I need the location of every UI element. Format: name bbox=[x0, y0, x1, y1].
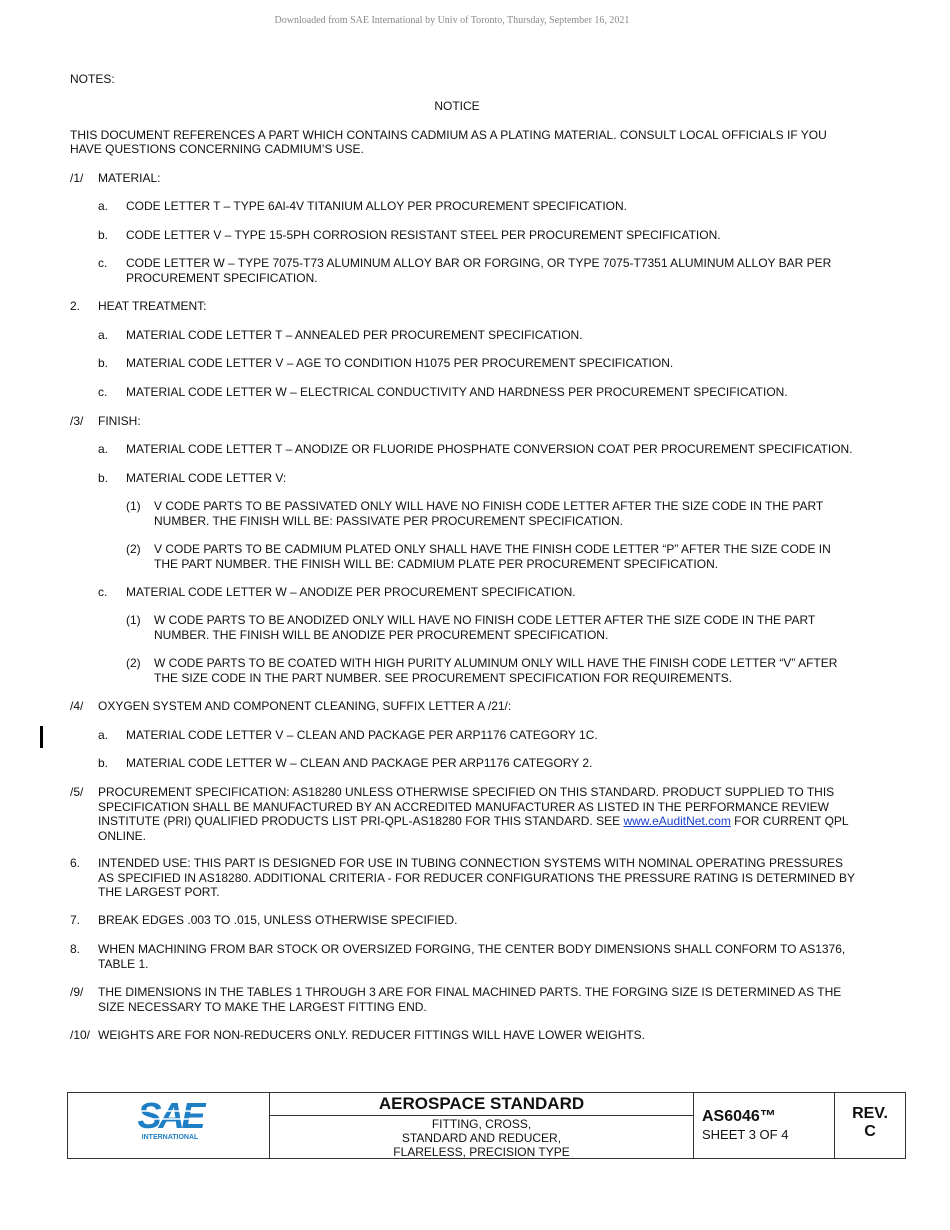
note-text: PROCUREMENT SPECIFICATION. bbox=[126, 270, 318, 285]
note-text-line bbox=[98, 957, 148, 972]
sae-logo-subtext: INTERNATIONAL bbox=[141, 1134, 199, 1141]
note-number: a. bbox=[98, 728, 109, 742]
download-banner: Downloaded from SAE International by Univ of Toronto, Thursday, September 16, 2021 bbox=[274, 15, 630, 26]
note-text: WHEN MACHINING FROM BAR STOCK OR OVERSIZED FORGING, THE CENTER BODY DIMENSIONS SHALL CONFORM TO AS1376, bbox=[98, 942, 846, 956]
note-text-line bbox=[154, 671, 732, 686]
note-text-line bbox=[154, 656, 837, 671]
note-text-line bbox=[126, 585, 576, 600]
note-text: W CODE PARTS TO BE ANODIZED ONLY WILL HAVE NO FINISH CODE LETTER AFTER THE SIZE CODE IN THE PART bbox=[154, 613, 816, 627]
note-text: MATERIAL CODE LETTER T – ANNEALED PER PROCUREMENT SPECIFICATION. bbox=[126, 328, 583, 342]
note-number: a. bbox=[98, 442, 109, 456]
note-number: /4/ bbox=[70, 699, 84, 713]
note-number: b. bbox=[98, 228, 109, 242]
note-text: CODE LETTER W – TYPE 7075-T73 ALUMINUM ALLOY BAR OR FORGING, OR TYPE 7075-T7351 ALUMINUM ALLOY BAR PER bbox=[126, 256, 832, 270]
eauditnet-link[interactable]: www.eAuditNet.com bbox=[623, 814, 731, 828]
note-number: /3/ bbox=[70, 414, 84, 428]
sae-logo bbox=[68, 1093, 270, 1158]
note-number: c. bbox=[98, 585, 108, 599]
note-text-line bbox=[126, 256, 831, 271]
note-text-line bbox=[98, 1000, 427, 1015]
note-text-line bbox=[98, 1028, 645, 1043]
notice-line: HAVE QUESTIONS CONCERNING CADMIUM’S USE. bbox=[70, 142, 364, 156]
notes-label: NOTES: bbox=[70, 72, 115, 86]
note-number: (1) bbox=[126, 499, 141, 513]
notice-line: THIS DOCUMENT REFERENCES A PART WHICH CONTAINS CADMIUM AS A PLATING MATERIAL. CONSULT LOCAL OFFICIALS IF YOU bbox=[70, 128, 827, 142]
note-number: c. bbox=[98, 385, 108, 399]
note-text: PROCUREMENT SPECIFICATION: AS18280 UNLESS OTHERWISE SPECIFIED ON THIS STANDARD. PRODUCT SUPPLIED TO THIS bbox=[98, 785, 835, 799]
note-number: c. bbox=[98, 256, 108, 270]
note-text-line bbox=[98, 985, 841, 1000]
note-text: W CODE PARTS TO BE COATED WITH HIGH PURITY ALUMINUM ONLY WILL HAVE THE FINISH CODE LETTER “V” AFTER bbox=[154, 656, 838, 670]
change-bar bbox=[40, 726, 43, 748]
note-text: INTENDED USE: THIS PART IS DESIGNED FOR USE IN TUBING CONNECTION SYSTEMS WITH NOMINAL OPERATING PRESSURES bbox=[98, 856, 843, 870]
note-text-line bbox=[154, 514, 623, 529]
note-text-line bbox=[126, 442, 853, 457]
note-text: NUMBER. THE FINISH WILL BE: PASSIVATE PER PROCUREMENT SPECIFICATION. bbox=[154, 513, 623, 528]
note-text: TABLE 1. bbox=[98, 956, 149, 971]
note-text: THE DIMENSIONS IN THE TABLES 1 THROUGH 3 ARE FOR FINAL MACHINED PARTS. THE FORGING SIZE IS DETERMINED AS THE bbox=[98, 985, 842, 999]
note-text: THE PART NUMBER. THE FINISH WILL BE: CADMIUM PLATE PER PROCUREMENT SPECIFICATION. bbox=[154, 556, 719, 571]
note-text-line bbox=[126, 385, 788, 400]
note-text-line bbox=[126, 756, 592, 771]
note-text: V CODE PARTS TO BE CADMIUM PLATED ONLY SHALL HAVE THE FINISH CODE LETTER “P” AFTER THE SIZE CODE IN bbox=[154, 542, 831, 556]
part-title-line: FITTING, CROSS, bbox=[431, 1117, 532, 1131]
title-block-rev-cell bbox=[835, 1093, 905, 1158]
note-number: (2) bbox=[126, 542, 141, 556]
note-text: SPECIFICATION SHALL BE MANUFACTURED BY AN ACCREDITED MANUFACTURER AS LISTED IN THE PERFORMANCE REVIEW bbox=[98, 799, 830, 814]
revision bbox=[835, 1105, 905, 1141]
note-text-line bbox=[126, 328, 583, 343]
part-title-line: STANDARD AND REDUCER, bbox=[401, 1131, 562, 1145]
note-text: FINISH: bbox=[98, 414, 141, 428]
note-text-line bbox=[98, 913, 457, 928]
note-text: MATERIAL CODE LETTER V: bbox=[126, 471, 287, 485]
note-text: MATERIAL CODE LETTER W – ANODIZE PER PROCUREMENT SPECIFICATION. bbox=[126, 585, 576, 599]
note-text-line bbox=[154, 557, 718, 572]
note-text: THE SIZE CODE IN THE PART NUMBER. SEE PROCUREMENT SPECIFICATION FOR REQUIREMENTS. bbox=[154, 670, 733, 685]
note-text: WEIGHTS ARE FOR NON-REDUCERS ONLY. REDUCER FITTINGS WILL HAVE LOWER WEIGHTS. bbox=[98, 1028, 645, 1042]
note-text: MATERIAL CODE LETTER W – CLEAN AND PACKAGE PER ARP1176 CATEGORY 2. bbox=[126, 756, 593, 770]
note-number: /10/ bbox=[70, 1028, 91, 1042]
note-text: INSTITUTE (PRI) QUALIFIED PRODUCTS LIST PRI-QPL-AS18280 FOR THIS STANDARD. SEE bbox=[98, 814, 624, 828]
note-text: AS SPECIFIED IN AS18280. ADDITIONAL CRITERIA - FOR REDUCER CONFIGURATIONS THE PRESSURE RATING IS DETERMINED BY bbox=[98, 870, 856, 885]
note-number: b. bbox=[98, 356, 109, 370]
note-text-line bbox=[154, 499, 823, 514]
note-number: b. bbox=[98, 471, 109, 485]
note-number: 8. bbox=[70, 942, 81, 956]
standard-heading: AEROSPACE STANDARD bbox=[270, 1093, 693, 1116]
title-block-logo-cell bbox=[68, 1093, 270, 1158]
note-text-line bbox=[126, 271, 318, 286]
note-text: CODE LETTER V – TYPE 15-5PH CORROSION RESISTANT STEEL PER PROCUREMENT SPECIFICATION. bbox=[126, 228, 721, 242]
title-block-doc-cell bbox=[694, 1093, 835, 1158]
note-text: MATERIAL CODE LETTER V – CLEAN AND PACKAGE PER ARP1176 CATEGORY 1C. bbox=[126, 728, 598, 742]
notice-title: NOTICE bbox=[434, 99, 480, 113]
note-text: V CODE PARTS TO BE PASSIVATED ONLY WILL HAVE NO FINISH CODE LETTER AFTER THE SIZE CODE IN THE PART bbox=[154, 499, 824, 513]
note-number: (1) bbox=[126, 613, 141, 627]
note-text-line bbox=[98, 829, 146, 844]
note-number: a. bbox=[98, 328, 109, 342]
note-text: NUMBER. THE FINISH WILL BE ANODIZE PER PROCUREMENT SPECIFICATION. bbox=[154, 627, 609, 642]
note-number: 7. bbox=[70, 913, 81, 927]
note-text-line bbox=[126, 228, 721, 243]
note-number: 6. bbox=[70, 856, 81, 870]
revision-label: REV. bbox=[852, 1105, 888, 1122]
note-number: /9/ bbox=[70, 985, 84, 999]
note-text-line bbox=[98, 800, 829, 815]
note-text: MATERIAL: bbox=[98, 171, 161, 185]
note-text: HEAT TREATMENT: bbox=[98, 299, 207, 313]
revision-value: C bbox=[864, 1123, 876, 1140]
part-title-line: FLARELESS, PRECISION TYPE bbox=[393, 1145, 570, 1159]
note-text: MATERIAL CODE LETTER T – ANODIZE OR FLUORIDE PHOSPHATE CONVERSION COAT PER PROCUREMENT SPECIFICATION. bbox=[126, 442, 853, 456]
note-text: SIZE NECESSARY TO MAKE THE LARGEST FITTING END. bbox=[98, 999, 427, 1014]
note-text: CODE LETTER T – TYPE 6Al-4V TITANIUM ALLOY PER PROCUREMENT SPECIFICATION. bbox=[126, 199, 628, 213]
title-block-title-cell bbox=[270, 1093, 694, 1158]
note-text-line bbox=[126, 199, 627, 214]
note-text-line bbox=[126, 471, 286, 486]
note-text: FOR CURRENT QPL bbox=[730, 814, 849, 828]
note-text: MATERIAL CODE LETTER W – ELECTRICAL CONDUCTIVITY AND HARDNESS PER PROCUREMENT SPECIFICATION. bbox=[126, 385, 788, 399]
title-block bbox=[67, 1092, 906, 1159]
note-number: /5/ bbox=[70, 785, 84, 799]
note-text-line bbox=[126, 728, 598, 743]
note-text-line bbox=[98, 856, 843, 871]
sheet-number: SHEET 3 OF 4 bbox=[702, 1127, 789, 1142]
note-text: ONLINE. bbox=[98, 828, 147, 843]
note-text-line bbox=[98, 699, 511, 714]
note-number: (2) bbox=[126, 656, 141, 670]
note-number: /1/ bbox=[70, 171, 84, 185]
note-text: BREAK EDGES .003 TO .015, UNLESS OTHERWISE SPECIFIED. bbox=[98, 913, 458, 927]
note-text: THE LARGEST PORT. bbox=[98, 885, 220, 899]
note-text-line bbox=[154, 542, 831, 557]
note-text-line bbox=[98, 299, 206, 314]
note-text-line bbox=[98, 814, 849, 829]
sae-logo-mark: SAE bbox=[137, 1095, 203, 1136]
note-text: MATERIAL CODE LETTER V – AGE TO CONDITION H1075 PER PROCUREMENT SPECIFICATION. bbox=[126, 356, 674, 370]
note-text-line bbox=[98, 785, 834, 800]
note-text-line bbox=[154, 613, 815, 628]
note-text-line bbox=[98, 871, 855, 886]
note-text-line bbox=[98, 171, 160, 186]
note-text-line bbox=[98, 885, 220, 900]
document-number: AS6046™ bbox=[702, 1108, 776, 1125]
note-text: OXYGEN SYSTEM AND COMPONENT CLEANING, SUFFIX LETTER A /21/: bbox=[98, 699, 512, 713]
note-text-line bbox=[126, 356, 673, 371]
note-number: b. bbox=[98, 756, 109, 770]
note-number: 2. bbox=[70, 299, 81, 313]
note-number: a. bbox=[98, 199, 109, 213]
note-text-line bbox=[154, 628, 608, 643]
note-text-line bbox=[98, 414, 141, 429]
note-text-line bbox=[98, 942, 845, 957]
